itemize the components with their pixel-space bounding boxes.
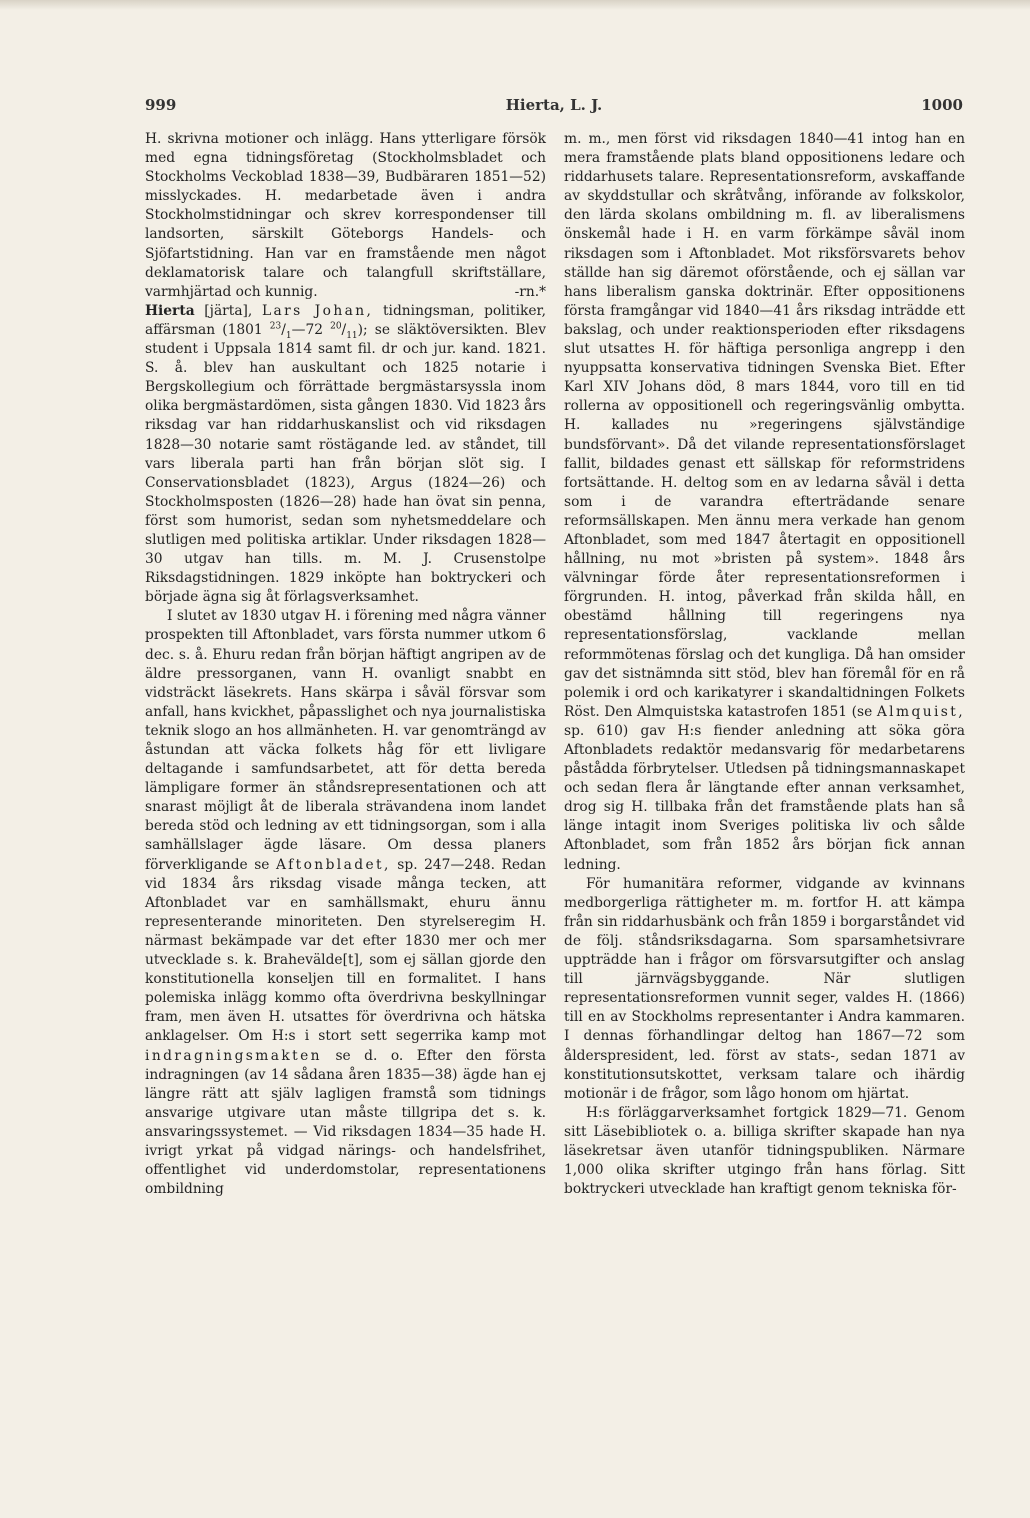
entry-paragraph: Hierta [järta], Lars Johan, tidningsman, politiker, affärsman (1801 $^{23}/_1—72$ $^{20}/_{11}$); se släktöversikten. Blev student i Uppsala 1814 samt fil. dr och jur. kand. 1821. S. å. blev han auskultant och 1825 notarie i Bergskollegium och förrättade bergmästarsyssla inom olika bergmästardömen, sista gången 1830. Vid 1823 års riksdag var han riddarhuskanslist och vid riksdagen 1828—30 notarie samt röstägande led. av ståndet, till vars liberala parti han från början slöt sig. I Conservationsbladet (1823), Argus (1824—26) och Stockholmsposten (1826—28) hade han övat sin penna, först som humorist, sedan som nyhetsmeddelare och slutligen med politiska artiklar. Under riksdagen 1828—30 utgav han tills. m. M. J. Crusenstolpe Riksdagstidningen. 1829 inköpte han boktryckeri och började ägna sig åt förlagsverksamhet. <box>145 302 547 606</box>
page-number-right: 1000 <box>921 96 963 114</box>
page-edge <box>0 0 1030 10</box>
page-header <box>145 96 963 120</box>
paragraph: m. m., men först vid riksdagen 1840—41 intog han en mera framstående plats bland oppositionens ledare och riddarhusets talare. Representationsreform, avskaffande av skyddstullar och skråtvång, införande av folkskolor, den lärda skolans ombildning m. fl. av liberalismens önskemål hade i H. en varm förkämpe såväl inom riksdagen som i Aftonbladet. Mot riksförsvarets behov ställde han sig däremot oförstående, och ej sällan var hans liberalism ganska doktrinär. Efter oppositionens första framgångar vid 1840—41 års riksdag inträdde ett bakslag, och under reaktionsperioden efter riksdagens slut utsattes H. för häftiga personliga angrepp i den nyuppsatta konservativa tidningen Svenska Biet. Efter Karl XIV Johans död, 8 mars 1844, voro till en tid rollerna av oppositionell och regeringsvänlig ombytta. H. kallades nu »regeringens självständige bundsförvant». Då det vilande representationsförslaget fallit, bildades genast ett sällskap för reformstridens fortsättande. H. deltog som en av ledarna såväl i detta som i de varandra efterträdande senare reformsällskapen. Men ännu mera verkade han genom Aftonbladet, som med 1847 återtagit en oppositionell hållning, nu mot »bristen på system». 1848 års välvningar förde åter representationsreformen i förgrunden. H. intog, påverkad från skilda håll, en obestämd hållning till regeringens nya representationsförslag, vacklande mellan reformmötenas förslag och det kungliga. Då han omsider gav det sistnämnda sitt stöd, blev han föremål för en rå polemik i ord och karikatyrer i skandaltidningen Folkets Röst. Den Almquistska katastrofen 1851 (se Almquist, sp. 610) gav H:s fiender anledning att söka göra Aftonbladets redaktör medansvarig för medarbetarens påstådda förbrytelser. Utledsen på tidningsmannaskapet och sedan flera år längtande efter annan verksamhet, drog sig H. tillbaka från det framstående plats han så länge intagit inom Sveriges politiska liv och sålde Aftonbladet, som från 1852 års början fick annan ledning. <box>564 131 966 873</box>
paragraph: I slutet av 1830 utgav H. i förening med några vänner prospekten till Aftonbladet, vars första nummer utkom 6 dec. s. å. Ehuru redan från början häftigt angripen av de äldre pressorganen, vann H. ovanligt snabbt en vidsträckt läsekrets. Hans skärpa i såväl försvar som anfall, hans kvickhet, påpasslighet och nya journalistiska teknik slogo an hos allmänheten. H. var genomträngd av åstundan att väcka folkets håg för ett livligare deltagande i samfundsarbetet, att för detta bereda lämpligare former än ståndsrepresentationen och att snarast möjligt åt de liberala strävandena inom landet bereda stöd och ledning av ett tidningsorgan, som i alla samhällslager ägde läsare. Om dessa planers förverkligande se Aftonbladet, sp. 247—248. Redan vid 1834 års riksdag visade många tecken, att Aftonbladet var en samhällsmakt, ehuru ännu representerande minoriteten. Den styrelseregim H. närmast bekämpade var det efter 1830 mer och mer utvecklade s. k. Brahevälde[t], som ej sällan gjorde den konstitutionella konseljen till en formalitet. I hans polemiska inlägg kommo ofta överdrivna beskyllningar fram, men även H. utsattes för överdrivna och hätska anklagelser. Om H:s i stort sett segerrika kamp mot indragningsmakten se d. o. Efter den första indragningen (av 14 sådana åren 1835—38) ägde han ej längre rätt att själv lagligen framstå som tidnings ansvarige utgivare utan måste tillgripa det s. k. ansvaringssystemet. — Vid riksdagen 1834—35 hade H. ivrigt yrkat på vidgad närings- och handelsfrihet, offentlighet vid underdomstolar, representationens ombildning <box>145 608 546 1198</box>
running-head: Hierta, L. J. <box>505 96 603 114</box>
cross-reference: indragningsmakten <box>145 1047 322 1064</box>
left-column <box>145 130 546 1199</box>
cross-reference: Almquist, <box>876 703 966 720</box>
pronunciation: [järta], <box>204 302 253 319</box>
paragraph: H. skrivna motioner och inlägg. Hans ytterligare försök med egna tidningsföretag (Stockholmsbladet och Stockholms Veckoblad 1838—39, Budbäraren 1851—52) misslyckades. H. medarbetade även i andra Stockholmstidningar och skrev korrespondenser till landsorten, särskilt Göteborgs Handels- och Sjöfartstidning. Han var en framstående men något deklamatorisk talare och talangfull skriftställare, varmhjärtad och kunnig. -rn.* <box>145 130 546 302</box>
cross-reference: Aftonbladet, <box>276 856 391 873</box>
author-signature: -rn.* <box>514 283 546 300</box>
right-column <box>564 130 965 1199</box>
entry-headword: Hierta <box>145 302 195 319</box>
paragraph: H:s förläggarverksamhet fortgick 1829—71. Genom sitt Läsebibliotek o. a. billiga skrifter skapade han nya läsekretsar även utanför tidningspubliken. Närmare 1,000 olika skrifter utgingo från hans förlag. Sitt boktryckeri utvecklade han kraftigt genom tekniska för- <box>564 1104 965 1198</box>
page-number-left: 999 <box>145 96 177 114</box>
entry-name: Lars Johan, <box>261 302 374 319</box>
paragraph: För humanitära reformer, vidgande av kvinnans medborgerliga rättigheter m. m. fortfor H. att kämpa från sin riddarhusbänk och från 1859 i borgarståndet vid de följ. ståndsriksdagarna. Som sparsamhetsivrare uppträdde han i frågor om försvarsutgifter och anslag till järnvägsbyggande. När slutligen representationsreformen vunnit seger, valdes H. (1866) till en av Stockholms representanter i Andra kammaren. I dennas förhandlingar deltog han 1867—72 som ålderspresident, led. först av stats-, sedan 1871 av konstitutionsutskottet, verksam talare och ihärdig motionär i de frågor, som lågo honom om hjärtat. <box>564 875 965 1102</box>
